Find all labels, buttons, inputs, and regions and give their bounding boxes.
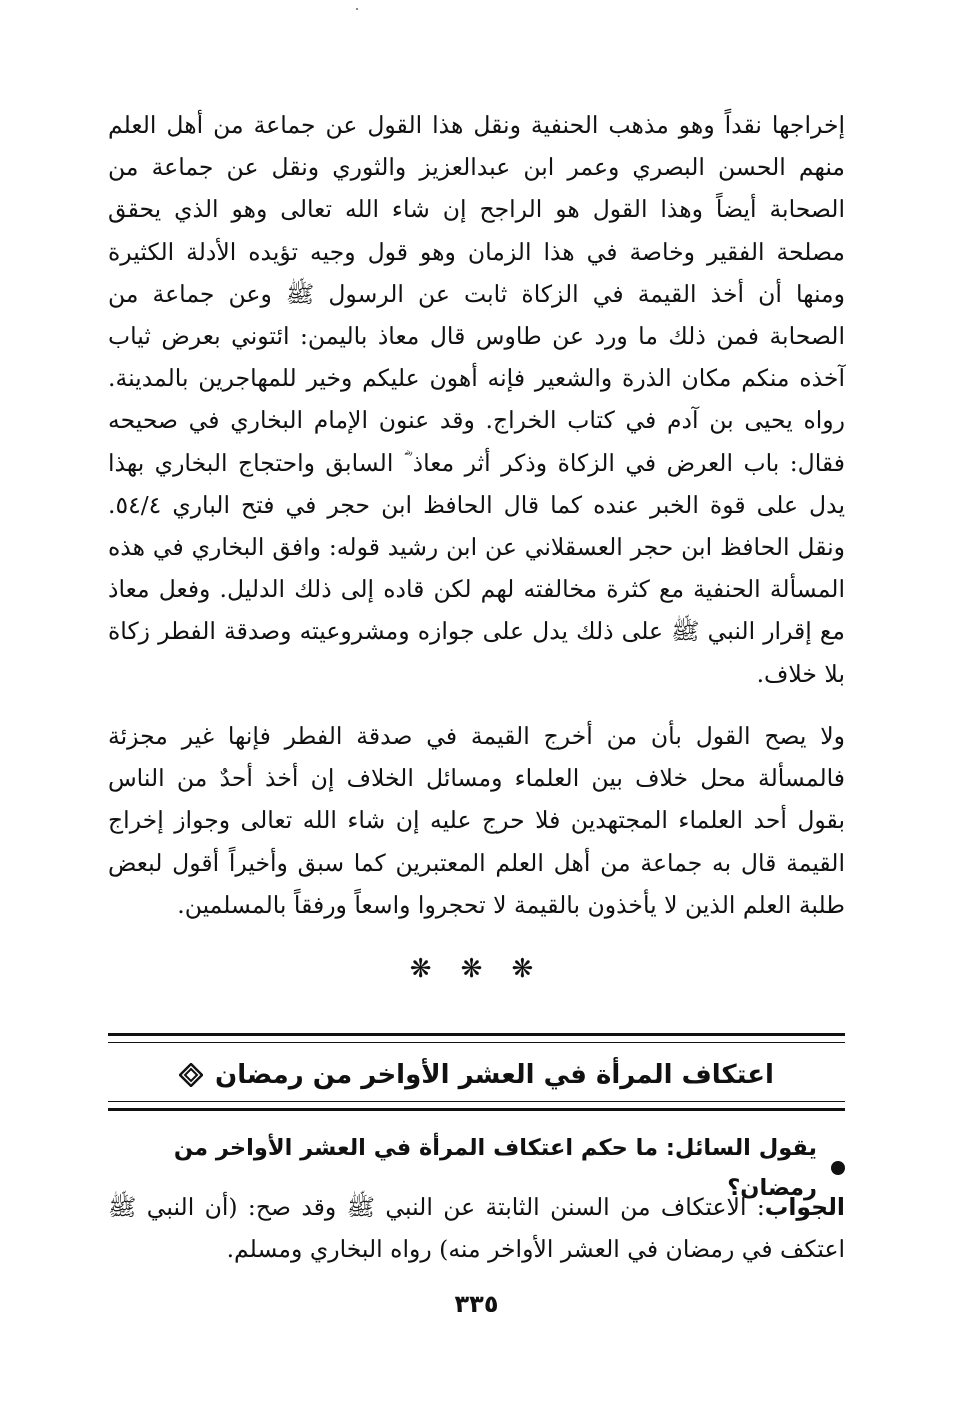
section-heading	[108, 1052, 845, 1098]
answer	[108, 1186, 845, 1270]
scan-mark	[356, 8, 358, 10]
title-rule-top-thick	[108, 1033, 845, 1036]
answer-label: الجواب	[764, 1193, 845, 1221]
answer-text: : الاعتكاف من السنن الثابتة عن النبي ﷺ وقد صح: (أن النبي ﷺ اعتكف في رمضان في العشر الأواخر منه) رواه البخاري ومسلم.	[108, 1193, 845, 1263]
question-text: يقول السائل: ما حكم اعتكاف المرأة في العشر الأواخر من رمضان؟	[173, 1135, 817, 1201]
section-title: اعتكاف المرأة في العشر الأواخر من رمضان	[215, 1060, 774, 1090]
title-rule-bottom-thick	[108, 1108, 845, 1111]
title-rule-top-thin	[108, 1042, 845, 1043]
page-number: ٣٣٥	[454, 1290, 499, 1318]
diamond-icon	[179, 1063, 203, 1087]
bullet-icon	[831, 1161, 845, 1175]
body-paragraph-1: إخراجها نقداً وهو مذهب الحنفية ونقل هذا القول عن جماعة من أهل العلم منهم الحسن البصري وعمر ابن عبدالعزيز والثوري ونقل عن جماعة من الصحابة أيضاً وهذا القول هو الراجح إن شاء الله تعالى وهو الذي يحقق مصلحة الفقير وخاصة في هذا الزمان وهو قول وجيه تؤيده الأدلة الكثيرة ومنها أن أخذ القيمة في الزكاة ثابت عن الرسول ﷺ وعن جماعة من الصحابة فمن ذلك ما ورد عن طاوس قال معاذ باليمن: ائتوني بعرض ثياب آخذه منكم مكان الذرة والشعير فإنه أهون عليكم وخير للمهاجرين بالمدينة. رواه يحيى بن آدم في كتاب الخراج. وقد عنون الإمام البخاري في صحيحه فقال: باب العرض في الزكاة وذكر أثر معاذ ؓ السابق واحتجاج البخاري بهذا يدل على قوة الخبر عنده كما قال الحافظ ابن حجر في فتح الباري ٥٤/٤. ونقل الحافظ ابن حجر العسقلاني عن ابن رشيد قوله: وافق البخاري في هذه المسألة الحنفية مع كثرة مخالفته لهم لكن قاده إلى ذلك الدليل. وفعل معاذ مع إقرار النبي ﷺ على ذلك يدل على جوازه ومشروعيته وصدقة الفطر زكاة بلا خلاف.	[108, 111, 845, 688]
title-rule-bottom-thin	[108, 1101, 845, 1102]
body-paragraph-2: ولا يصح القول بأن من أخرج القيمة في صدقة الفطر فإنها غير مجزئة فالمسألة محل خلاف بين العلماء ومسائل الخلاف إن أخذ أحدٌ من الناس بقول أحد العلماء المجتهدين فلا حرج عليه إن شاء الله تعالى وجواز إخراج القيمة قال به جماعة من أهل العلم المعتبرين كما سبق وأخيراً أقول لبعض طلبة العلم الذين لا يأخذون بالقيمة لا تحجروا واسعاً ورفقاً بالمسلمين.	[108, 722, 845, 919]
section-separator: ❋ ❋ ❋	[409, 954, 544, 984]
